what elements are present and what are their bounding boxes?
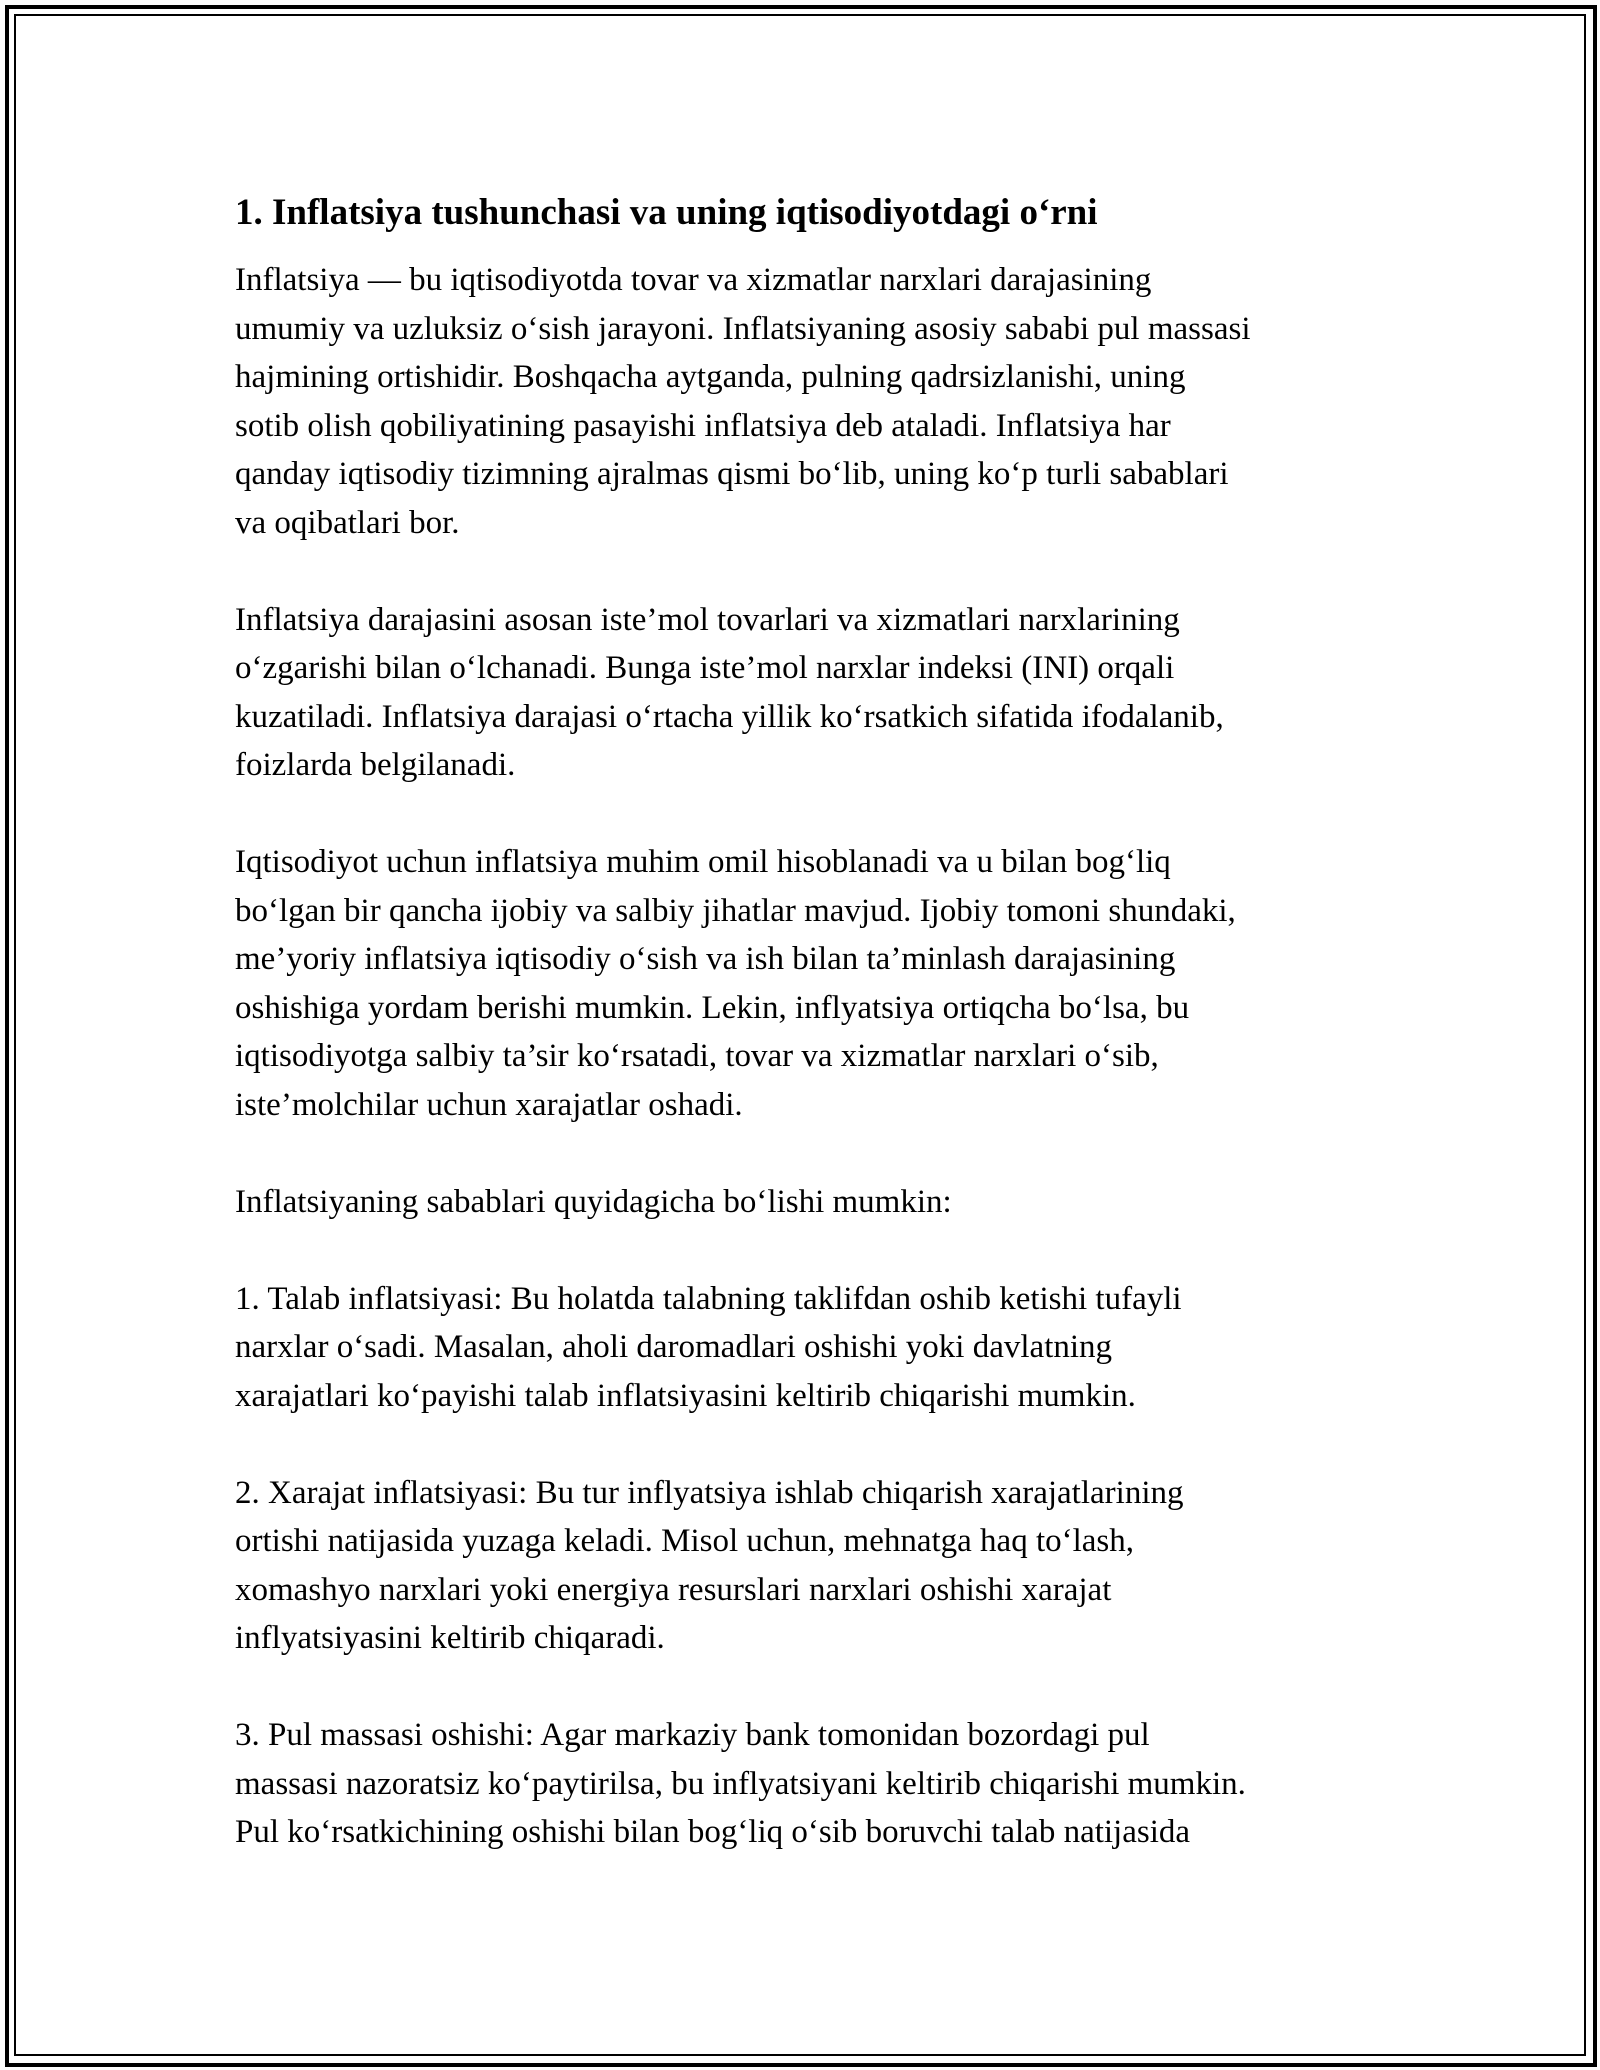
list-item-money-supply: 3. Pul massasi oshishi: Agar markaziy bank tomonidan bozordagi pul massasi nazoratsiz ko‘paytirilsa, bu inflyatsiyani keltirib chiqarishi mumkin. Pul ko‘rsatkichining oshishi bilan bog‘liq o‘sib boruvchi talab natijasida (235, 1717, 1246, 1850)
paragraph-effects: Iqtisodiyot uchun inflatsiya muhim omil hisoblanadi va u bilan bog‘liq bo‘lgan bir qancha ijobiy va salbiy jihatlar mavjud. Ijobiy tomoni shundaki, me’yoriy inflatsiya iqtisodiy o‘sish va ish bilan ta’minlash darajasining oshishiga yordam berishi mumkin. Lekin, inflyatsiya ortiqcha bo‘lsa, bu iqtisodiyotga salbiy ta’sir ko‘rsatadi, tovar va xizmatlar narxlari o‘sib, iste’molchilar uchun xarajatlar oshadi. (235, 844, 1236, 1123)
paragraph-definition: Inflatsiya — bu iqtisodiyotda tovar va xizmatlar narxlari darajasining umumiy va uzluksiz o‘sish jarayoni. Inflatsiyaning asosiy sababi pul massasi hajmining ortishidir. Boshqacha aytganda, pulning qadrsizlanishi, uning sotib olish qobiliyatining pasayishi inflatsiya deb ataladi. Inflatsiya har qanday iqtisodiy tizimning ajralmas qismi bo‘lib, uning ko‘p turli sabablari va oqibatlari bor. (235, 262, 1251, 541)
section-heading: 1. Inflatsiya tushunchasi va uning iqtisodiyotdagi o‘rni (235, 192, 1098, 233)
list-item-cost-inflation: 2. Xarajat inflatsiyasi: Bu tur inflyatsiya ishlab chiqarish xarajatlarining ortishi natijasida yuzaga keladi. Misol uchun, mehnatga haq to‘lash, xomashyo narxlari yoki energiya resurslari narxlari oshishi xarajat inflyatsiyasini keltirib chiqaradi. (235, 1474, 1184, 1656)
list-item-demand-inflation: 1. Talab inflatsiyasi: Bu holatda talabning taklifdan oshib ketishi tufayli narxlar o‘sadi. Masalan, aholi daromadlari oshishi yoki davlatning xarajatlari ko‘payishi talab inflatsiyasini keltirib chiqarishi mumkin. (235, 1280, 1182, 1414)
document-body (235, 188, 1395, 1905)
paragraph-causes-intro: Inflatsiyaning sabablari quyidagicha bo‘lishi mumkin: (235, 1183, 952, 1220)
paragraph-measurement: Inflatsiya darajasini asosan iste’mol tovarlari va xizmatlari narxlarining o‘zgarishi bilan o‘lchanadi. Bunga iste’mol narxlar indeksi (INI) orqali kuzatiladi. Inflatsiya darajasi o‘rtacha yillik ko‘rsatkich sifatida ifodalanib, foizlarda belgilanadi. (235, 601, 1224, 783)
